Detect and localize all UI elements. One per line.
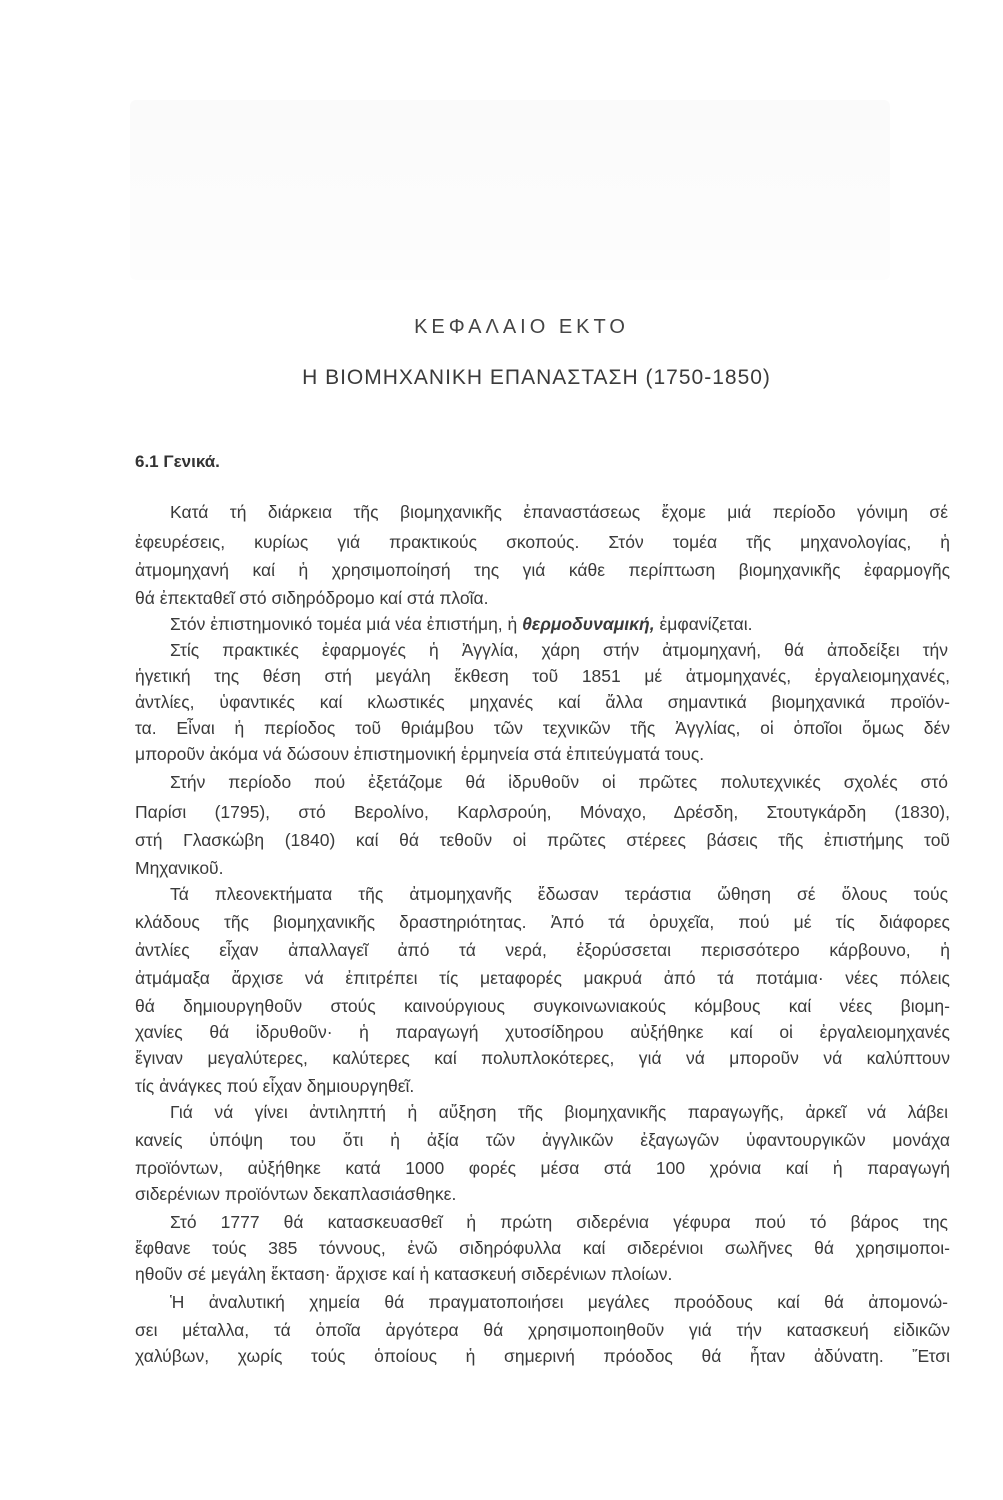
text-span: Στόν ἐπιστημονικό τομέα μιά νέα ἐπιστήμη, ἡ bbox=[170, 614, 518, 634]
text-line: στή Γλασκώβη (1840) καί θά τεθοῦν οἱ πρῶτες στέρεες βάσεις τῆς ἐπιστήμης τοῦ bbox=[135, 830, 950, 850]
text-line: Στίς πρακτικές ἐφαρμογές ἡ Ἀγγλία, χάρη στήν ἀτμομηχανή, θά ἀποδείξει τήν bbox=[170, 640, 948, 660]
text-line: μποροῦν ἀκόμα νά δώσουν ἐπιστημονική ἑρμηνεία στά ἐπιτεύγματά τους. bbox=[135, 744, 705, 764]
text-line: ἀτμομηχανή καί ἡ χρησιμοποίησή της γιά κάθε περίπτωση βιομηχανικῆς ἐφαρμογῆς bbox=[135, 560, 950, 580]
text-line: Κατά τή διάρκεια τῆς βιομηχανικῆς ἐπαναστάσεως ἔχομε μιά περίοδο γόνιμη σέ bbox=[170, 502, 948, 522]
text-line: χανίες θά ἱδρυθοῦν· ἡ παραγωγή χυτοσίδηρου αὐξήθηκε καί οἱ ἐργαλειομηχανές bbox=[135, 1022, 950, 1042]
text-line: σει μέταλλα, τά ὁποῖα ἀργότερα θά χρησιμοποιηθοῦν γιά τήν κατασκευή εἰδικῶν bbox=[135, 1320, 950, 1340]
text-line: Στήν περίοδο πού ἐξετάζομε θά ἱδρυθοῦν οἱ πρῶτες πολυτεχνικές σχολές στό bbox=[170, 772, 948, 792]
section-heading: 6.1 Γενικά. bbox=[135, 452, 220, 471]
text-line: ἀτμάμαξα ἄρχισε νά ἐπιτρέπει τίς μεταφορές μακρυά ἀπό τά ποτάμια· νέες πόλεις bbox=[135, 968, 950, 988]
text-line: χαλύβων, χωρίς τούς ὁποίους ἡ σημερινή πρόοδος θά ἦταν ἀδύνατη. Ἔτσι bbox=[135, 1346, 950, 1366]
bleed-through-area bbox=[130, 100, 890, 280]
text-line: τίς ἀνάγκες πού εἶχαν δημιουργηθεῖ. bbox=[135, 1076, 415, 1096]
emphasized-term: θερμοδυναμική, bbox=[522, 614, 655, 634]
text-line: ἔφθανε τούς 385 τόννους, ἐνῶ σιδηρόφυλλα καί σιδερένιοι σωλῆνες θά χρησιμοποι- bbox=[135, 1238, 950, 1258]
chapter-title: Η ΒΙΟΜΗΧΑΝΙΚΗ ΕΠΑΝΑΣΤΑΣΗ (1750-1850) bbox=[302, 366, 771, 389]
text-line: Γιά νά γίνει ἀντιληπτή ἡ αὔξηση τῆς βιομηχανικῆς παραγωγῆς, ἀρκεῖ νά λάβει bbox=[170, 1102, 948, 1122]
text-line: τα. Εἶναι ἡ περίοδος τοῦ θριάμβου τῶν τεχνικῶν τῆς Ἀγγλίας, οἱ ὁποῖοι ὅμως δέν bbox=[135, 718, 950, 738]
text-line: θά δημιουργηθοῦν στούς καινούργιους συγκοινωνιακούς κόμβους καί νέες βιομη- bbox=[135, 996, 950, 1016]
text-line: Ἡ ἀναλυτική χημεία θά πραγματοποιήσει μεγάλες προόδους καί θά ἀπομονώ- bbox=[170, 1292, 948, 1312]
text-line: ἀντλίες εἶχαν ἀπαλλαγεῖ ἀπό τά νερά, ἐξορύσσεται περισσότερο κάρβουνο, ἡ bbox=[135, 940, 950, 960]
text-line: σιδερένιων προϊόντων δεκαπλασιάσθηκε. bbox=[135, 1184, 457, 1204]
text-span: ἐμφανίζεται. bbox=[659, 614, 753, 634]
text-line: κανείς ὑπόψη του ὅτι ἡ ἀξία τῶν ἀγγλικῶν ἐξαγωγῶν ὑφαντουργικῶν μονάχα bbox=[135, 1130, 950, 1150]
text-line: ἔγιναν μεγαλύτερες, καλύτερες καί πολυπλοκότερες, γιά νά μποροῦν νά καλύπτουν bbox=[135, 1048, 950, 1068]
text-line: Στό 1777 θά κατασκευασθεῖ ἡ πρώτη σιδερένια γέφυρα πού τό βάρος της bbox=[170, 1212, 948, 1232]
text-line: Τά πλεονεκτήματα τῆς ἀτμομηχανῆς ἔδωσαν τεράστια ὤθηση σέ ὅλους τούς bbox=[170, 884, 948, 904]
text-line: ἡγετική της θέση στή μεγάλη ἔκθεση τοῦ 1851 μέ ἀτμομηχανές, ἐργαλειομηχανές, bbox=[135, 666, 950, 686]
text-line: κλάδους τῆς βιομηχανικῆς δραστηριότητας. Ἀπό τά ὀρυχεῖα, πού μέ τίς διάφορες bbox=[135, 912, 950, 932]
text-line: Μηχανικοῦ. bbox=[135, 858, 224, 878]
text-line: προϊόντων, αὐξήθηκε κατά 1000 φορές μέσα στά 100 χρόνια καί ἡ παραγωγή bbox=[135, 1158, 950, 1178]
text-line: ἐφευρέσεις, κυρίως γιά πρακτικούς σκοπούς. Στόν τομέα τῆς μηχανολογίας, ἡ bbox=[135, 532, 950, 552]
text-line: Παρίσι (1795), στό Βερολίνο, Καρλσρούη, Μόναχο, Δρέσδη, Στουτγκάρδη (1830), bbox=[135, 802, 950, 822]
text-line: ηθοῦν σέ μεγάλη ἔκταση· ἄρχισε καί ἡ κατασκευή σιδερένιων πλοίων. bbox=[135, 1264, 673, 1284]
chapter-heading: ΚΕΦΑΛΑΙΟ ΕΚΤΟ bbox=[414, 316, 629, 338]
text-line: ἀντλίες, ὑφαντικές καί κλωστικές μηχανές καί ἄλλα σημαντικά βιομηχανικά προϊόν- bbox=[135, 692, 950, 712]
text-line: θά ἐπεκταθεῖ στό σιδηρόδρομο καί στά πλοῖα. bbox=[135, 588, 489, 608]
text-line bbox=[170, 612, 753, 636]
